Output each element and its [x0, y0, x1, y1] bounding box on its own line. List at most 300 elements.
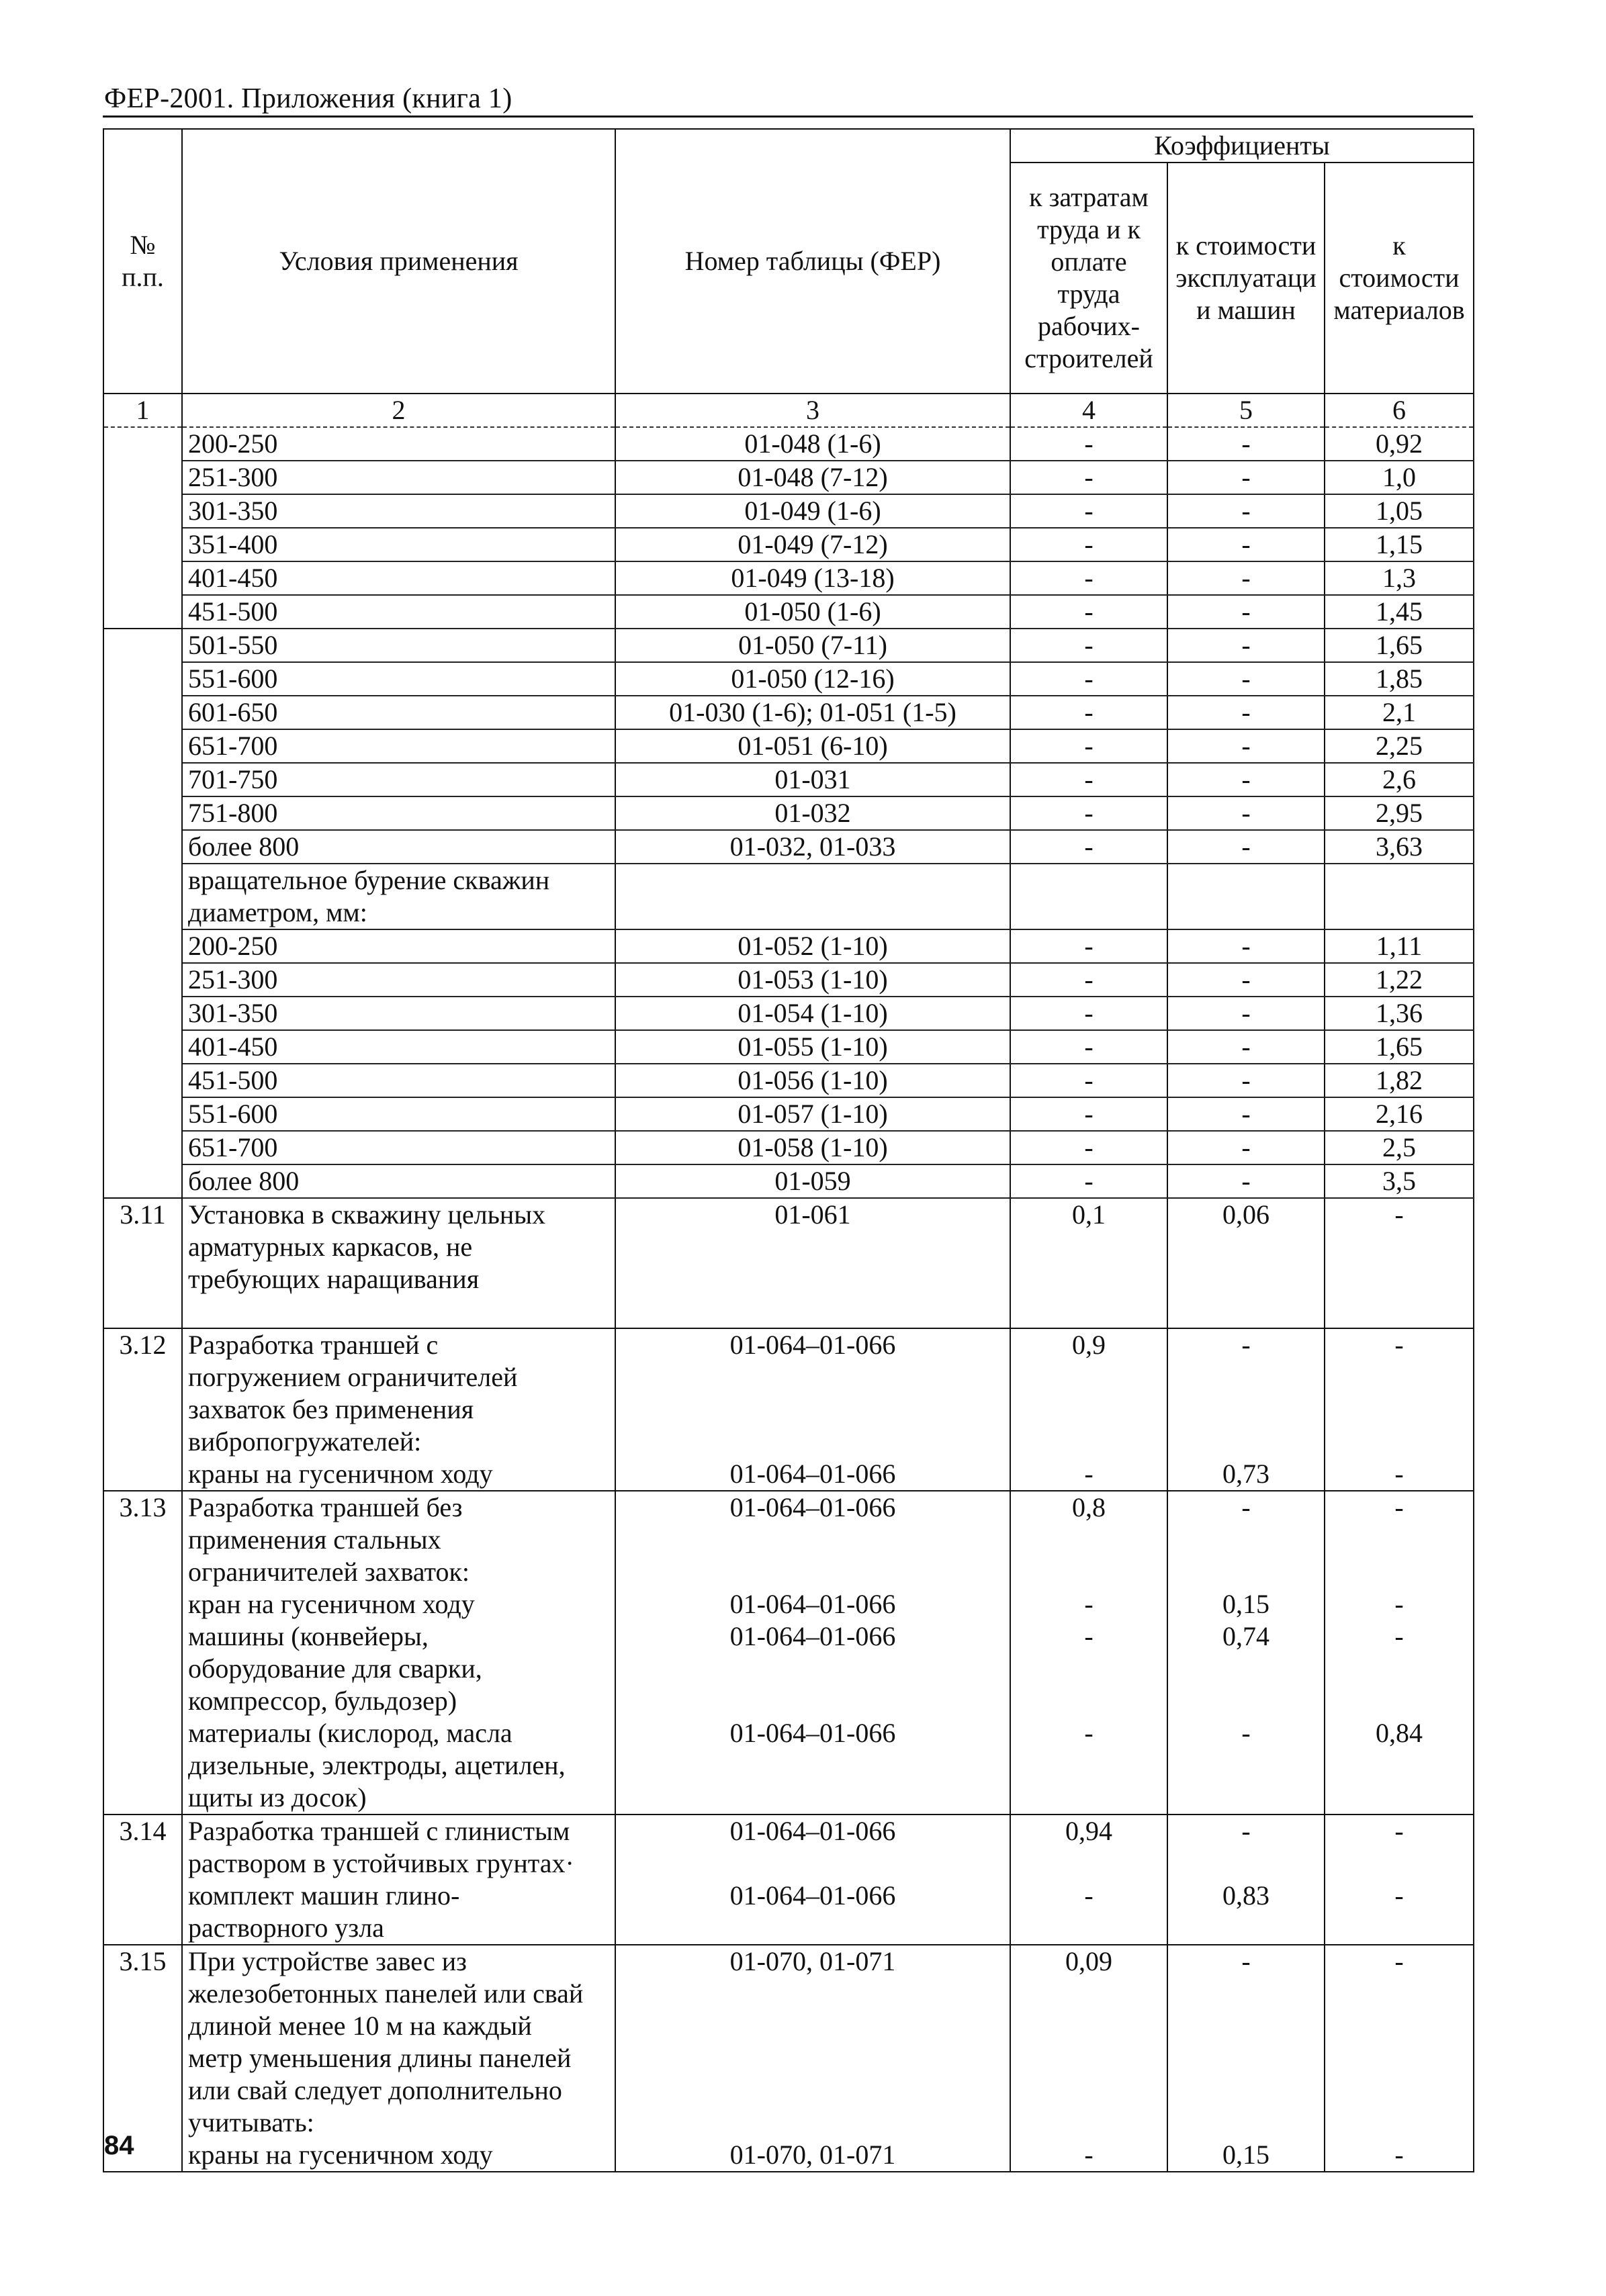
labor-coef-cell: - [1010, 629, 1167, 662]
material-coef-cell: 3,5 [1325, 1164, 1474, 1198]
cell-line [620, 1782, 1006, 1814]
cell-line: 01-061 [774, 1199, 851, 1230]
cell-line [1329, 2010, 1469, 2042]
machine-coef-cell: - [1167, 1164, 1325, 1198]
cell-line [1015, 2107, 1163, 2139]
cell-line [1329, 1524, 1469, 1556]
cell-line: 0,06 [1222, 1199, 1269, 1230]
condition-cell: 401-450 [182, 1030, 615, 1064]
table-number-cell [615, 1815, 1010, 1945]
table-number-cell: 01-049 (1-6) [615, 494, 1010, 528]
cell-line: метр уменьшения длины панелей [188, 2043, 572, 2073]
section-number: 3.15 [103, 1945, 182, 2172]
cell-line [1172, 1912, 1320, 1944]
table-row [103, 1097, 1474, 1131]
cell-line: учитывать: [188, 2107, 314, 2138]
cell-line [1172, 1653, 1320, 1685]
cell-line [1015, 1685, 1163, 1717]
cell-line: кран на гусеничном ходу [188, 1589, 475, 1619]
cell-line [620, 1847, 1006, 1880]
table-row [103, 1030, 1474, 1064]
cell-line: компрессор, бульдозер) [188, 1686, 457, 1716]
table-number-cell [615, 1198, 1010, 1328]
condition-cell: 301-350 [182, 997, 615, 1030]
table-number-cell: 01-048 (7-12) [615, 461, 1010, 494]
cell-line: - [1084, 2140, 1094, 2170]
table-row [103, 997, 1474, 1030]
row-num-cell [103, 696, 182, 729]
cell-line: При устройстве завес из [188, 1946, 467, 1976]
material-coef-cell: 1,05 [1325, 494, 1474, 528]
row-num-cell [103, 796, 182, 830]
condition-cell: 251-300 [182, 461, 615, 494]
coefficients-table [103, 128, 1474, 2172]
table-number-cell: 01-057 (1-10) [615, 1097, 1010, 1131]
cell-line [1172, 1361, 1320, 1393]
section-row [103, 1815, 1474, 1945]
material-coef-cell: 1,22 [1325, 963, 1474, 997]
labor-coef-cell [1010, 1328, 1167, 1491]
cell-line: Разработка траншей с [188, 1330, 439, 1360]
row-num-cell [103, 997, 182, 1030]
table-number-cell: 01-055 (1-10) [615, 1030, 1010, 1064]
cell-line: вибропогружателей: [188, 1426, 422, 1457]
page-header: ФЕР-2001. Приложения (книга 1) [104, 83, 512, 114]
cell-line [1015, 1978, 1163, 2010]
row-num-cell [103, 1131, 182, 1164]
section-number: 3.13 [103, 1491, 182, 1815]
cell-line: ограничителей захваток: [188, 1557, 470, 1587]
cell-line [188, 1295, 611, 1328]
table-number-cell: 01-053 (1-10) [615, 963, 1010, 997]
material-coef-cell: 2,5 [1325, 1131, 1474, 1164]
table-row [103, 1164, 1474, 1198]
cell-line [1172, 1426, 1320, 1458]
machine-coef-cell [1167, 1491, 1325, 1815]
table-row [103, 595, 1474, 629]
col-number: 5 [1167, 394, 1325, 427]
machine-coef-cell: - [1167, 830, 1325, 864]
table-number-cell: 01-032 [615, 796, 1010, 830]
cell-line: 0,74 [1222, 1621, 1269, 1651]
machine-coef-cell: - [1167, 427, 1325, 461]
cell-line: 0,15 [1222, 1589, 1269, 1619]
cell-line: 01-064–01-066 [729, 1492, 896, 1522]
row-num-cell [103, 1097, 182, 1131]
cell-line [1329, 1978, 1469, 2010]
labor-coef-cell [1010, 1491, 1167, 1815]
cell-line: - [1241, 1718, 1251, 1748]
col-header-materials: к стоимости материалов [1325, 163, 1474, 394]
cell-line [1015, 1295, 1163, 1328]
machine-coef-cell: - [1167, 696, 1325, 729]
row-num-cell [103, 1164, 182, 1198]
col-header-coefficients: Коэффициенты [1010, 129, 1474, 163]
material-coef-cell: 1,45 [1325, 595, 1474, 629]
cell-line [1015, 1653, 1163, 1685]
cell-line: применения стальных [188, 1524, 441, 1555]
labor-coef-cell: - [1010, 528, 1167, 561]
cell-line: краны на гусеничном ходу [188, 2140, 493, 2170]
cell-line [620, 1295, 1006, 1328]
cell-line: - [1241, 1946, 1251, 1976]
cell-line: 0,73 [1222, 1459, 1269, 1489]
condition-cell: 251-300 [182, 963, 615, 997]
table-number-cell: 01-059 [615, 1164, 1010, 1198]
row-num-cell [103, 864, 182, 929]
cell-line: 01-064–01-066 [729, 1718, 896, 1748]
cell-line: растворного узла [188, 1913, 384, 1943]
condition-cell [182, 1198, 615, 1328]
condition-cell: 701-750 [182, 763, 615, 796]
cell-line: Разработка траншей с глинистым [188, 1816, 570, 1846]
cell-line: или свай следует дополнительно [188, 2075, 562, 2105]
cell-line: - [1084, 1589, 1094, 1619]
header-rule [103, 116, 1473, 118]
cell-line: - [1241, 1492, 1251, 1522]
machine-coef-cell: - [1167, 796, 1325, 830]
material-coef-cell: 1,82 [1325, 1064, 1474, 1097]
labor-coef-cell: - [1010, 1064, 1167, 1097]
table-number-cell: 01-058 (1-10) [615, 1131, 1010, 1164]
cell-line [1329, 1393, 1469, 1426]
material-coef-cell: 2,1 [1325, 696, 1474, 729]
cell-line [620, 1653, 1006, 1685]
cell-line: - [1394, 1880, 1404, 1911]
table-row [103, 864, 1474, 929]
cell-line: машины (конвейеры, [188, 1621, 429, 1651]
cell-line: захваток без применения [188, 1394, 474, 1424]
cell-line: - [1394, 1946, 1404, 1976]
cell-line: - [1394, 1621, 1404, 1651]
cell-line [1172, 1231, 1320, 1263]
cell-line [1329, 1749, 1469, 1782]
machine-coef-cell: - [1167, 461, 1325, 494]
cell-line [1329, 2042, 1469, 2074]
cell-line: железобетонных панелей или свай [188, 1978, 584, 2009]
labor-coef-cell: - [1010, 1164, 1167, 1198]
row-num-cell [103, 929, 182, 963]
empty-cell [1010, 864, 1167, 929]
cell-line [1329, 1556, 1469, 1588]
table-row [103, 494, 1474, 528]
cell-line [1172, 1556, 1320, 1588]
machine-coef-cell: - [1167, 963, 1325, 997]
machine-coef-cell [1167, 1328, 1325, 1491]
cell-line [1329, 1426, 1469, 1458]
row-num-cell [103, 763, 182, 796]
cell-line [620, 1685, 1006, 1717]
table-number-cell: 01-030 (1-6); 01-051 (1-5) [615, 696, 1010, 729]
cell-line: 01-064–01-066 [729, 1589, 896, 1619]
cell-line [1015, 2074, 1163, 2107]
cell-line [1015, 1361, 1163, 1393]
cell-line: 01-064–01-066 [729, 1816, 896, 1846]
table-row [103, 662, 1474, 696]
cell-line: 0,09 [1065, 1946, 1112, 1976]
row-num-cell [103, 461, 182, 494]
condition-cell: 200-250 [182, 427, 615, 461]
cell-line: щиты из досок) [188, 1782, 367, 1812]
table-number-cell: 01-050 (1-6) [615, 595, 1010, 629]
labor-coef-cell: - [1010, 461, 1167, 494]
empty-cell [1325, 864, 1474, 929]
material-coef-cell [1325, 1198, 1474, 1328]
cell-line [1172, 2107, 1320, 2139]
condition-cell: 551-600 [182, 662, 615, 696]
cell-line [1015, 1231, 1163, 1263]
cell-line [1015, 1524, 1163, 1556]
labor-coef-cell [1010, 1198, 1167, 1328]
table-number-cell: 01-052 (1-10) [615, 929, 1010, 963]
material-coef-cell: 2,6 [1325, 763, 1474, 796]
empty-cell [1167, 864, 1325, 929]
cell-line: длиной менее 10 м на каждый [188, 2011, 532, 2041]
material-coef-cell: 1,0 [1325, 461, 1474, 494]
labor-coef-cell: - [1010, 1097, 1167, 1131]
cell-line [1329, 1782, 1469, 1814]
cell-line: дизельные, электроды, ацетилен, [188, 1750, 566, 1780]
cell-line [1329, 2107, 1469, 2139]
machine-coef-cell: - [1167, 1030, 1325, 1064]
cell-line [1172, 2042, 1320, 2074]
cell-line [1015, 2010, 1163, 2042]
material-coef-cell: 2,25 [1325, 729, 1474, 763]
section-number: 3.11 [103, 1198, 182, 1328]
cell-line: - [1394, 1199, 1404, 1230]
labor-coef-cell: - [1010, 1030, 1167, 1064]
material-coef-cell: 2,16 [1325, 1097, 1474, 1131]
row-num-cell [103, 629, 182, 662]
cell-line [1015, 1263, 1163, 1295]
row-num-cell [103, 662, 182, 696]
cell-line: - [1084, 1718, 1094, 1748]
material-coef-cell [1325, 1815, 1474, 1945]
cell-line: 0,83 [1222, 1880, 1269, 1911]
cell-line: 0,8 [1072, 1492, 1106, 1522]
cell-line: 01-070, 01-071 [729, 1946, 896, 1976]
machine-coef-cell: - [1167, 729, 1325, 763]
row-num-cell [103, 1064, 182, 1097]
cell-line [1329, 1912, 1469, 1944]
col-number: 6 [1325, 394, 1474, 427]
material-coef-cell: 1,3 [1325, 561, 1474, 595]
condition-cell: 351-400 [182, 528, 615, 561]
col-number: 1 [103, 394, 182, 427]
labor-coef-cell: - [1010, 662, 1167, 696]
empty-cell [615, 864, 1010, 929]
col-number: 4 [1010, 394, 1167, 427]
cell-line [620, 2010, 1006, 2042]
material-coef-cell: 2,95 [1325, 796, 1474, 830]
cell-line [620, 1231, 1006, 1263]
cell-line: оборудование для сварки, [188, 1653, 482, 1684]
section-row [103, 1328, 1474, 1491]
cell-line: краны на гусеничном ходу [188, 1459, 493, 1489]
labor-coef-cell: - [1010, 963, 1167, 997]
material-coef-cell [1325, 1328, 1474, 1491]
cell-line: - [1394, 2140, 1404, 2170]
row-num-cell [103, 494, 182, 528]
cell-line [1172, 1749, 1320, 1782]
table-number-cell: 01-048 (1-6) [615, 427, 1010, 461]
table-row [103, 1064, 1474, 1097]
material-coef-cell: 3,63 [1325, 830, 1474, 864]
labor-coef-cell: - [1010, 997, 1167, 1030]
cell-line: 01-064–01-066 [729, 1459, 896, 1489]
machine-coef-cell [1167, 1945, 1325, 2172]
row-num-cell [103, 1030, 182, 1064]
cell-line: 0,94 [1065, 1816, 1112, 1846]
cell-line: материалы (кислород, масла [188, 1718, 512, 1748]
condition-cell: более 800 [182, 830, 615, 864]
cell-line [620, 2107, 1006, 2139]
condition-cell: более 800 [182, 1164, 615, 1198]
condition-cell [182, 1491, 615, 1815]
labor-coef-cell: - [1010, 1131, 1167, 1164]
col-header-table: Номер таблицы (ФЕР) [615, 129, 1010, 394]
cell-line: погружением ограничителей [188, 1362, 518, 1392]
cell-line [620, 1263, 1006, 1295]
col-header-machines: к стоимости эксплуатаци и машин [1167, 163, 1325, 394]
cell-line [1172, 1847, 1320, 1880]
cell-line: 0,9 [1072, 1330, 1106, 1360]
cell-line [620, 1978, 1006, 2010]
table-row [103, 629, 1474, 662]
table-number-cell: 01-051 (6-10) [615, 729, 1010, 763]
cell-line [1172, 2074, 1320, 2107]
cell-line: требующих наращивания [188, 1264, 480, 1294]
machine-coef-cell [1167, 1815, 1325, 1945]
machine-coef-cell: - [1167, 528, 1325, 561]
cell-line [620, 1361, 1006, 1393]
table-number-cell: 01-056 (1-10) [615, 1064, 1010, 1097]
cell-line [1329, 1361, 1469, 1393]
cell-line [620, 1524, 1006, 1556]
condition-cell: 551-600 [182, 1097, 615, 1131]
cell-line: - [1241, 1816, 1251, 1846]
condition-cell [182, 1815, 615, 1945]
table-row [103, 1131, 1474, 1164]
cell-line: 0,1 [1072, 1199, 1106, 1230]
cell-line: - [1394, 1589, 1404, 1619]
condition-cell: 501-550 [182, 629, 615, 662]
material-coef-cell [1325, 1945, 1474, 2172]
table-row [103, 461, 1474, 494]
condition-cell: 451-500 [182, 595, 615, 629]
cell-line: раствором в устойчивых грунтах· [188, 1848, 574, 1878]
condition-cell: 601-650 [182, 696, 615, 729]
cell-line [1015, 2042, 1163, 2074]
page-number: 84 [104, 2131, 134, 2160]
cell-line: арматурных каркасов, не [188, 1232, 473, 1262]
condition-cell: 651-700 [182, 1131, 615, 1164]
machine-coef-cell: - [1167, 662, 1325, 696]
machine-coef-cell: - [1167, 1064, 1325, 1097]
machine-coef-cell: - [1167, 1097, 1325, 1131]
row-num-cell [103, 729, 182, 763]
cell-line [1329, 1685, 1469, 1717]
labor-coef-cell: - [1010, 427, 1167, 461]
cell-line: - [1394, 1330, 1404, 1360]
table-row [103, 729, 1474, 763]
condition-cell: 451-500 [182, 1064, 615, 1097]
row-num-cell [103, 427, 182, 461]
labor-coef-cell: - [1010, 494, 1167, 528]
material-coef-cell: 0,92 [1325, 427, 1474, 461]
table-number-cell [615, 1945, 1010, 2172]
table-row [103, 830, 1474, 864]
table-row [103, 561, 1474, 595]
condition-cell: 401-450 [182, 561, 615, 595]
col-number: 3 [615, 394, 1010, 427]
cell-line [1329, 1295, 1469, 1328]
material-coef-cell: 1,65 [1325, 1030, 1474, 1064]
table-number-cell: 01-031 [615, 763, 1010, 796]
condition-cell [182, 1328, 615, 1491]
machine-coef-cell: - [1167, 494, 1325, 528]
condition-cell [182, 1945, 615, 2172]
labor-coef-cell: - [1010, 561, 1167, 595]
row-num-cell [103, 595, 182, 629]
col-header-labor: к затратам труда и к оплате труда рабочих- строителей [1010, 163, 1167, 394]
cell-line: 01-070, 01-071 [729, 2140, 896, 2170]
condition-cell: 651-700 [182, 729, 615, 763]
cell-line: комплект машин глино- [188, 1880, 460, 1911]
material-coef-cell [1325, 1491, 1474, 1815]
row-num-cell [103, 528, 182, 561]
labor-coef-cell: - [1010, 830, 1167, 864]
table-row [103, 427, 1474, 461]
cell-line [1172, 1978, 1320, 2010]
cell-line [620, 1556, 1006, 1588]
table-number-cell: 01-049 (13-18) [615, 561, 1010, 595]
cell-line: 0,15 [1222, 2140, 1269, 2170]
cell-line: - [1084, 1880, 1094, 1911]
cell-line: 01-064–01-066 [729, 1621, 896, 1651]
cell-line [1172, 1295, 1320, 1328]
labor-coef-cell [1010, 1815, 1167, 1945]
section-row [103, 1491, 1474, 1815]
row-num-cell [103, 963, 182, 997]
labor-coef-cell: - [1010, 595, 1167, 629]
section-number: 3.12 [103, 1328, 182, 1491]
cell-line [1015, 1393, 1163, 1426]
labor-coef-cell: - [1010, 729, 1167, 763]
labor-coef-cell: - [1010, 696, 1167, 729]
cell-line [620, 1912, 1006, 1944]
material-coef-cell: 1,85 [1325, 662, 1474, 696]
cell-line [1172, 2010, 1320, 2042]
cell-line [620, 2074, 1006, 2107]
cell-line: - [1084, 1459, 1094, 1489]
table-number-cell [615, 1491, 1010, 1815]
labor-coef-cell: - [1010, 796, 1167, 830]
labor-coef-cell [1010, 1945, 1167, 2172]
cell-line: - [1241, 1330, 1251, 1360]
cell-line [1329, 1653, 1469, 1685]
cell-line [1329, 1263, 1469, 1295]
section-number: 3.14 [103, 1815, 182, 1945]
cell-line [620, 1393, 1006, 1426]
row-num-cell [103, 561, 182, 595]
cell-line [620, 1749, 1006, 1782]
material-coef-cell: 1,15 [1325, 528, 1474, 561]
table-number-cell: 01-050 (7-11) [615, 629, 1010, 662]
machine-coef-cell: - [1167, 929, 1325, 963]
cell-line: - [1084, 1621, 1094, 1651]
section-row [103, 1198, 1474, 1328]
